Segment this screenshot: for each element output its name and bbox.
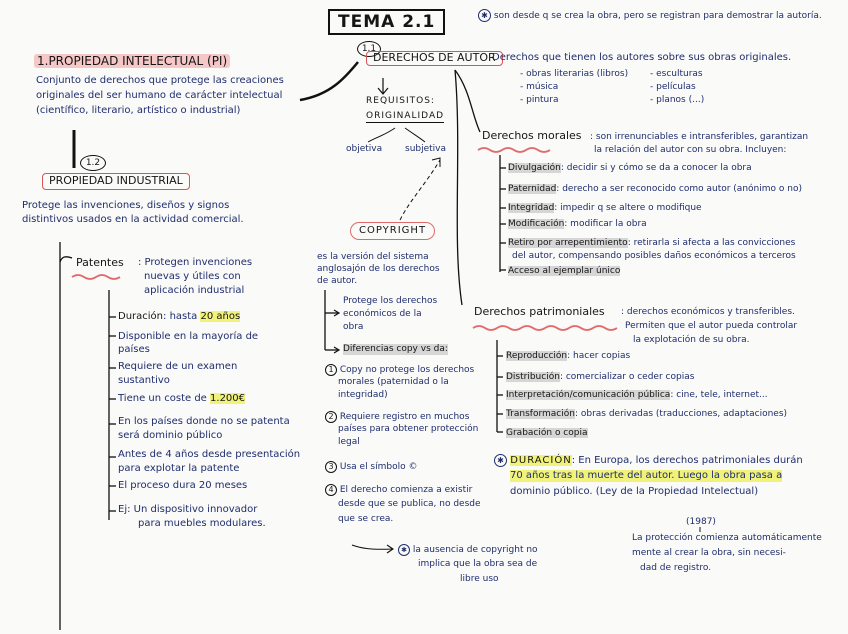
da-number: 1.1 <box>357 41 381 57</box>
morales-desc-1: : son irrenunciables e intransferibles, garantizan <box>590 132 809 142</box>
diff-1-line-2: morales (paternidad o la <box>338 377 449 387</box>
asterisk-icon: ✱ <box>494 454 507 467</box>
morales-item-3: Integridad: impedir q se altere o modifique <box>508 203 702 213</box>
pind-number: 1.2 <box>80 155 106 171</box>
morales-item-5a: Retiro por arrepentimiento: retirarla si afecta a las convicciones <box>508 238 796 248</box>
patentes-label: Patentes <box>76 256 124 269</box>
patentes-item-3: Tiene un coste de 1.200€ <box>118 393 246 404</box>
da-work-right-1: - esculturas <box>650 69 703 79</box>
pi-heading: 1.PROPIEDAD INTELECTUAL (PI) <box>34 54 230 68</box>
duracion-note-1: La protección comienza automáticamente <box>632 533 822 543</box>
morales-label: Derechos morales <box>482 129 582 142</box>
da-work-left-1: - obras literarias (libros) <box>520 69 629 79</box>
morales-item-6: Acceso al ejemplar único <box>508 266 621 276</box>
patentes-item-2b: sustantivo <box>118 375 170 386</box>
diff-1-line-1: 1 Copy no protege los derechos <box>325 364 474 376</box>
patentes-item-4b: será dominio público <box>118 430 223 441</box>
da-heading: DERECHOS DE AUTOR <box>366 51 503 66</box>
diff-4-line-1: 4 El derecho comienza a existir <box>325 484 472 496</box>
duracion-note-3: dad de registro. <box>640 563 712 573</box>
patentes-item-7b: para muebles modulares. <box>138 518 266 529</box>
copyright-note-1: ✱ la ausencia de copyright no <box>398 544 538 556</box>
duracion-year: (1987) <box>686 517 716 527</box>
da-work-right-2: - películas <box>650 82 696 92</box>
patentes-duracion: Duración: hasta 20 años <box>118 311 241 322</box>
patrimoniales-desc-2: Permiten que el autor pueda controlar <box>625 321 798 331</box>
pi-desc-2: originales del ser humano de carácter intelectual <box>36 90 283 101</box>
page-title: TEMA 2.1 <box>328 9 445 35</box>
header-note: ✱ son desde q se crea la obra, pero se registran para demostrar la autoría. <box>478 9 822 22</box>
patentes-item-7a: Ej: Un dispositivo innovador <box>118 504 258 515</box>
duracion-label: DURACIÓN <box>510 455 572 466</box>
patrimoniales-desc-1: : derechos económicos y transferibles. <box>621 307 795 317</box>
copyright-desc-1: es la versión del sistema <box>317 252 429 262</box>
patrimoniales-item-5: Grabación o copia <box>506 428 588 438</box>
patentes-item-5a: Antes de 4 años desde presentación <box>118 449 301 460</box>
asterisk-icon: ✱ <box>478 9 491 22</box>
copyright-dif-label: Diferencias copy vs da: <box>343 344 448 354</box>
pind-desc-1: Protege las invenciones, diseños y signos <box>22 200 230 211</box>
patentes-desc-2: nuevas y útiles con <box>144 271 241 282</box>
copyright-desc-2: anglosajón de los derechos <box>317 264 440 274</box>
patentes-item-4a: En los países donde no se patenta <box>118 416 290 427</box>
da-desc: Derechos que tienen los autores sobre sus obras originales. <box>492 52 792 63</box>
pi-desc-3: (científico, literario, artístico o industrial) <box>36 105 241 116</box>
patrimoniales-item-3: Interpretación/comunicación pública: cine, tele, internet... <box>506 390 768 400</box>
diff-1-line-3: integridad) <box>338 390 388 400</box>
patentes-item-1b: países <box>118 344 150 355</box>
copyright-desc-3: de autor. <box>317 276 358 286</box>
diff-2-line-3: legal <box>338 437 360 447</box>
da-work-left-3: - pintura <box>520 95 559 105</box>
patentes-desc-3: aplicación industrial <box>144 285 245 296</box>
pind-heading: PROPIEDAD INDUSTRIAL <box>42 173 190 190</box>
req-right: subjetiva <box>405 144 447 154</box>
diff-3-line-1: 3 Usa el símbolo © <box>325 461 417 473</box>
patentes-item-2a: Requiere de un examen <box>118 361 238 372</box>
copyright-sub-2: económicos de la <box>343 309 422 319</box>
patrimoniales-item-1: Reproducción: hacer copias <box>506 351 631 361</box>
duracion-value: 20 años <box>200 311 241 322</box>
req-left: objetiva <box>346 144 383 154</box>
da-work-left-2: - música <box>520 82 559 92</box>
pi-desc-1: Conjunto de derechos que protege las creaciones <box>36 75 284 86</box>
copyright-sub-1: Protege los derechos <box>343 296 438 306</box>
patrimoniales-label: Derechos patrimoniales <box>474 305 605 318</box>
copyright-note-2: implica que la obra sea de <box>418 559 538 569</box>
req-value: ORIGINALIDAD <box>366 111 445 121</box>
patrimoniales-item-4: Transformación: obras derivadas (traducciones, adaptaciones) <box>506 409 788 419</box>
patentes-item-1a: Disponible en la mayoría de <box>118 331 259 342</box>
diff-2-line-1: 2 Requiere registro en muchos <box>325 411 469 423</box>
morales-desc-2: la relación del autor con su obra. Incluyen: <box>594 145 787 155</box>
copyright-sub-3: obra <box>343 322 364 332</box>
copyright-note-3: libre uso <box>460 574 499 584</box>
duracion-line-1: ✱ DURACIÓN: En Europa, los derechos patrimoniales durán <box>494 454 803 467</box>
pind-desc-2: distintivos usados en la actividad comercial. <box>22 214 244 225</box>
patrimoniales-item-2: Distribución: comercializar o ceder copias <box>506 372 695 382</box>
copyright-heading: COPYRIGHT <box>350 222 435 240</box>
duracion-line-2: 70 años tras la muerte del autor. Luego la obra pasa a <box>510 470 783 481</box>
diff-4-line-2: desde que se publica, no desde <box>338 499 481 509</box>
patentes-item-6: El proceso dura 20 meses <box>118 480 248 491</box>
morales-item-4: Modificación: modificar la obra <box>508 219 647 229</box>
patrimoniales-desc-3: la explotación de su obra. <box>633 335 750 345</box>
diff-2-line-2: países para obtener protección <box>338 424 479 434</box>
req-heading: REQUISITOS: <box>366 96 435 106</box>
morales-item-1: Divulgación: decidir si y cómo se da a conocer la obra <box>508 163 752 173</box>
diff-4-line-3: que se crea. <box>338 514 394 524</box>
da-work-right-3: - planos (...) <box>650 95 705 105</box>
duracion-line-3: dominio público. (Ley de la Propiedad Intelectual) <box>510 486 759 497</box>
morales-item-2: Paternidad: derecho a ser reconocido como autor (anónimo o no) <box>508 184 802 194</box>
morales-item-5b: del autor, compensando posibles daños económicos a terceros <box>512 251 796 261</box>
asterisk-icon: ✱ <box>398 544 410 556</box>
patentes-desc-1: : Protegen invenciones <box>138 257 253 268</box>
duracion-note-2: mente al crear la obra, sin necesi- <box>632 548 786 558</box>
patentes-item-5b: para explotar la patente <box>118 463 240 474</box>
